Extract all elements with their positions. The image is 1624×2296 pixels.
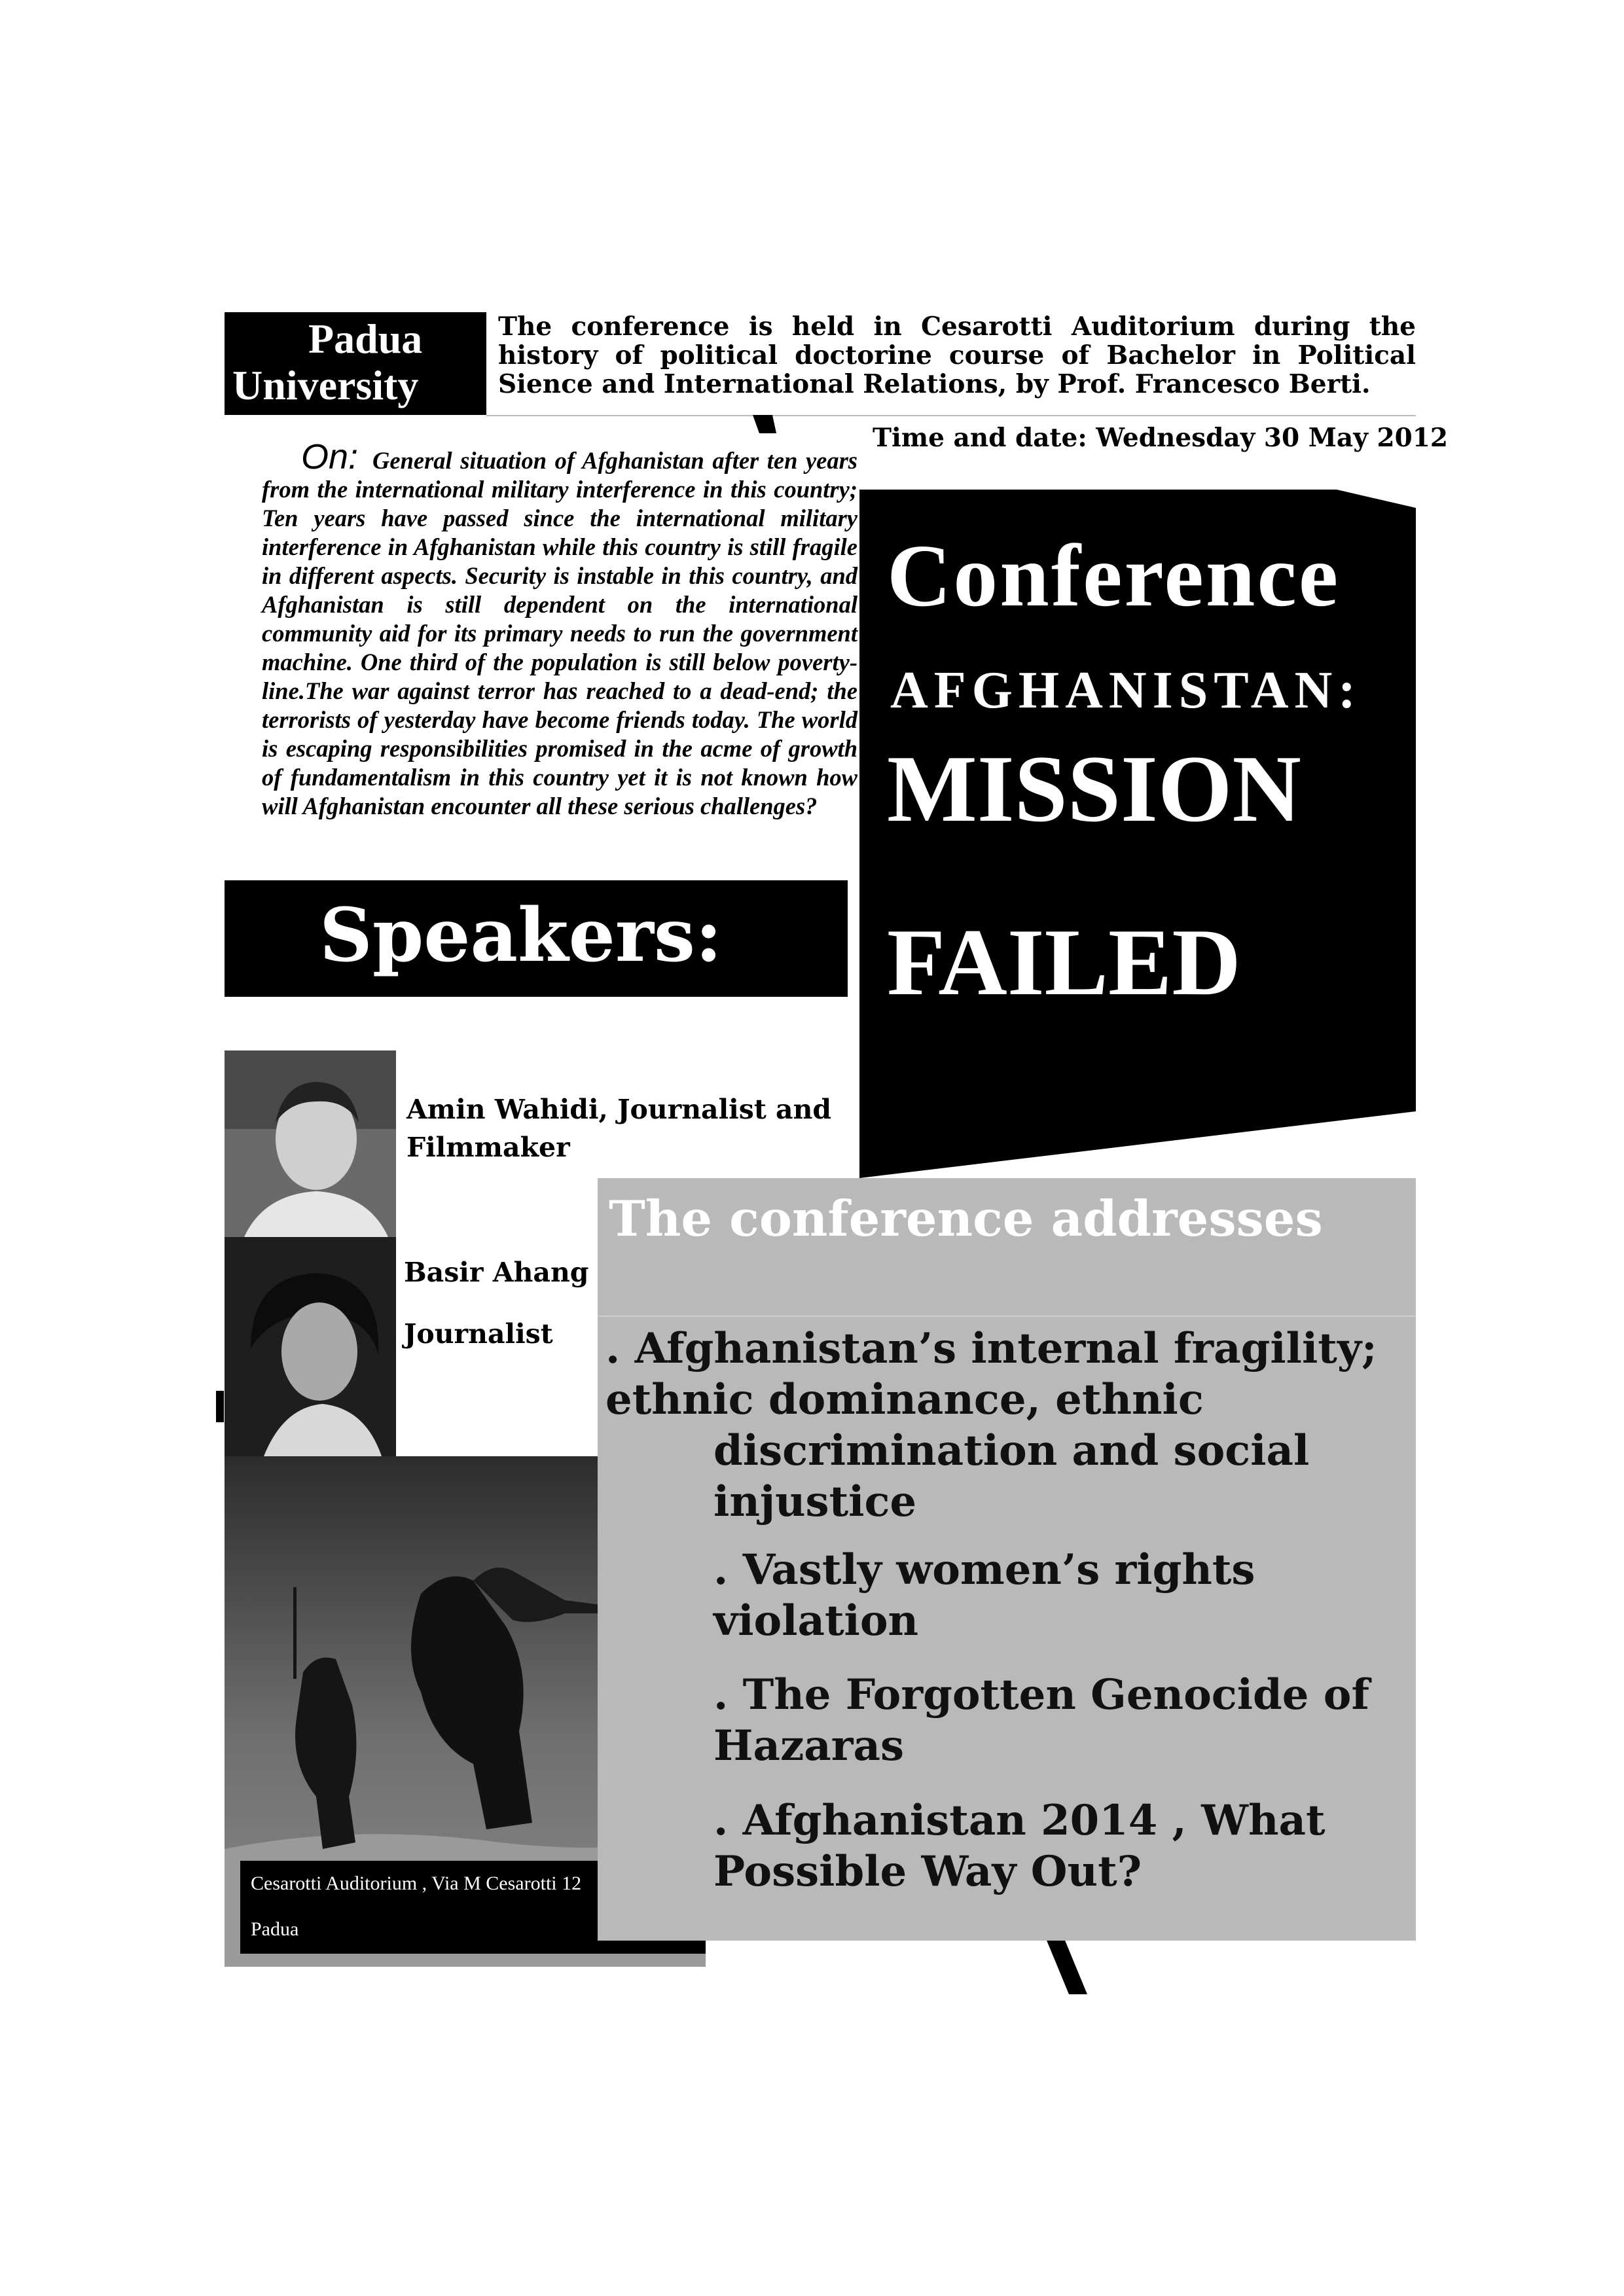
speaker1-line1: Amin Wahidi, Journalist and [406,1094,832,1125]
abstract-label: On: [301,437,359,476]
decorative-mark-bottom [1044,1934,1090,1996]
intro-text: The conference is held in Cesarotti Auditorium during the history of political doctorine course of Bachelor in Political Sience and International Relations, by Prof. Francesco Berti. [498,312,1416,399]
title-mission: MISSION [887,736,1301,842]
abstract-text: General situation of Afghanistan after ten years from the international military interference in this country; Ten years have passed since the international military interference in Afghanistan while this country is still fragile in different aspects. Security is instable in this country, and Afghanistan is still dependent on the international community aid for its primary needs to run the government machine. One third of the population is still below poverty-line.The war against terror has reached to a dead-end; the terrorists of yesterday have become friends today. The world is escaping responsibilities promised in the acme of growth of fundamentalism in this country yet it is not known how will Afghanistan encounter all these serious challenges? [262,447,857,819]
speaker1-line2: Filmmaker [406,1132,570,1163]
event-date: Time and date: Wednesday 30 May 2012 [873,423,1448,453]
speaker2-photo [225,1237,396,1456]
speaker1 [406,1090,831,1166]
decorative-mark-left [216,1391,224,1422]
header-divider [486,415,1416,416]
address-item-1 [605,1323,1411,1528]
abstract [262,437,857,821]
address-item-1-line1: . Afghanistan’s internal fragility; ethnic dominance, ethnic [605,1324,1377,1424]
venue-city: Padua [251,1918,299,1940]
university-box [225,312,486,415]
title-conference: Conference [887,527,1341,625]
decorative-mark-top [753,415,792,435]
title-afghanistan: AFGHANISTAN: [890,662,1362,719]
address-item-4: . Afghanistan 2014 , What Possible Way Out? [713,1796,1326,1896]
address-item-3: . The Forgotten Genocide of Hazaras [713,1670,1369,1770]
speakers-heading: Speakers: [319,893,723,978]
addresses-divider [598,1316,1416,1317]
university-line1: Padua [308,315,423,362]
address-item-1-continued: discrimination and social injustice [713,1426,1310,1526]
speaker2-name: Basir Ahang [404,1257,589,1288]
addresses-title: The conference addresses [609,1190,1323,1247]
speaker1-photo [225,1050,396,1237]
address-item-2: . Vastly women’s rights violation [713,1545,1255,1645]
university-line2: University [232,362,419,408]
speaker2-role: Journalist [404,1318,553,1350]
title-failed: FAILED [887,909,1241,1015]
venue-address: Cesarotti Auditorium , Via M Cesarotti 12 [251,1873,582,1894]
